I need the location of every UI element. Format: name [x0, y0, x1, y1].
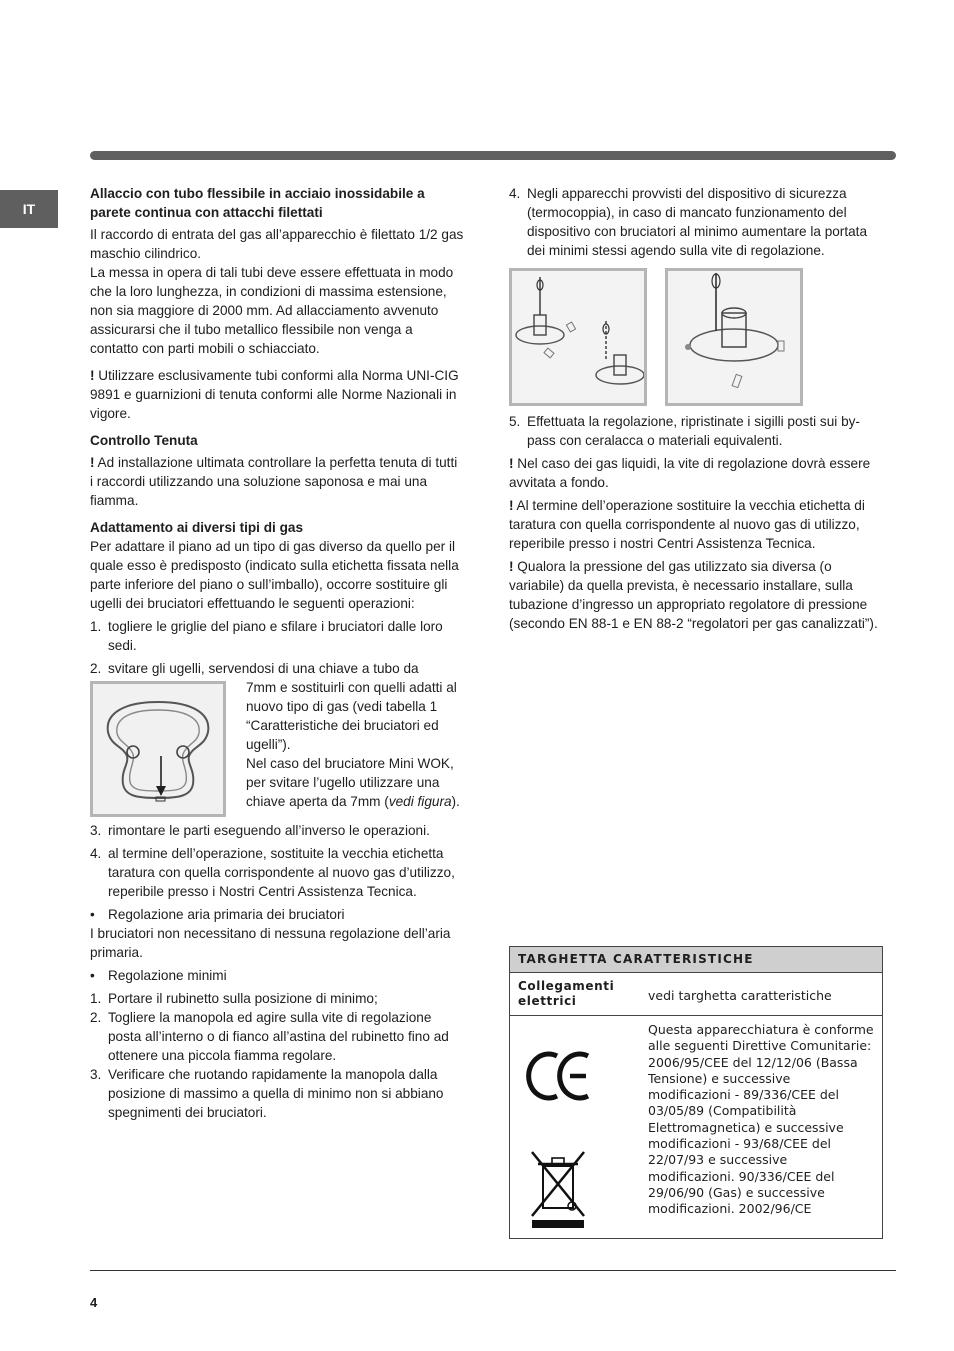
- bullet-mark: •: [90, 968, 95, 983]
- list-text: Effettuata la regolazione, ripristinate i sigilli posti sui by-pass con ceralacca o materiali equivalenti.: [527, 414, 860, 448]
- list-item: [90, 617, 464, 655]
- bypass-figures: [509, 268, 883, 406]
- warning-text: Al termine dell’operazione sostituire la vecchia etichetta di taratura con quella corrispondente al nuovo gas di utilizzo, reperibile presso i nostri Centri Assistenza Tecnica.: [509, 498, 865, 551]
- list-number: 1.: [90, 991, 102, 1006]
- warning-note: [509, 557, 883, 633]
- list-text: Portare il rubinetto sulla posizione di minimo;: [108, 991, 378, 1006]
- warning-note: [90, 453, 464, 510]
- paragraph: Il raccordo di entrata del gas all’apparecchio è filettato 1/2 gas maschio cilindrico.: [90, 227, 464, 261]
- heading-flexible-hose: Allaccio con tubo flessibile in acciaio inossidabile a parete continua con attacchi filettati: [90, 186, 425, 220]
- table-label: Collegamenti elettrici: [518, 979, 615, 1008]
- list-text: Negli apparecchi provvisti del dispositivo di sicurezza (termocoppia), in caso di mancato funzionamento del dispositivo con bruciatori al minimo aumentare la portata dei minimi stessi agendo sulla vite di regolazione.: [527, 186, 868, 258]
- list-item: [509, 412, 883, 450]
- ce-mark-icon: [529, 1054, 588, 1098]
- list-item: [90, 659, 464, 678]
- bullet-item: [90, 905, 464, 924]
- paragraph: Per adattare il piano ad un tipo di gas diverso da quello per il quale esso è predisposto (indicato sulla etichetta fissata nella parte inferiore del piano o sull’imballo), occorre sostituire gli ugelli dei bruciatori effettuando le seguenti operazioni:: [90, 539, 459, 611]
- list-text-continued: [246, 754, 464, 811]
- tap-screw-closeup-illustration: [668, 271, 800, 403]
- text-span: Nel caso del bruciatore Mini WOK, per svitare l’ugello utilizzare una chiave aperta da 7mm (: [246, 756, 454, 809]
- list-number: 4.: [509, 186, 521, 201]
- list-item: [90, 844, 464, 901]
- wok-burner-illustration: [93, 684, 223, 814]
- language-label: IT: [22, 200, 36, 217]
- list-number: 3.: [90, 1067, 102, 1082]
- paragraph: I bruciatori non necessitano di nessuna regolazione dell’aria primaria.: [90, 926, 451, 960]
- list-text: rimontare le parti eseguendo all’inverso le operazioni.: [108, 823, 430, 838]
- list-number: 1.: [90, 619, 102, 634]
- table-row: [510, 1016, 882, 1238]
- table-row: [510, 973, 882, 1016]
- list-item: [90, 989, 464, 1008]
- warning-mark: !: [90, 455, 95, 470]
- heading-leak-test: Controllo Tenuta: [90, 433, 198, 448]
- wok-figure-caption: [236, 678, 464, 817]
- weee-bin-icon: [532, 1152, 584, 1228]
- paragraph: La messa in opera di tali tubi deve essere effettuata in modo che la loro lunghezza, in condizioni di massima estensione, non sia maggiore di 2000 mm. Ad allacciamento avvenuto assicurarsi che il tubo metallico flessibile non venga a contatto con parti mobili o schiacciato.: [90, 265, 454, 356]
- bottom-rule: [90, 1270, 896, 1271]
- top-rule: [90, 151, 896, 160]
- ce-and-weee-icons: [510, 1016, 640, 1234]
- list-number: 4.: [90, 846, 102, 861]
- warning-mark: !: [509, 456, 514, 471]
- bullet-mark: •: [90, 907, 95, 922]
- warning-note: [90, 366, 464, 423]
- bullet-text: Regolazione minimi: [108, 968, 227, 983]
- list-text: al termine dell’operazione, sostituite la vecchia etichetta taratura con quella corrispondente al nuovo gas d’utilizzo, reperibile presso i Nostri Centri Assistenza Tecnica.: [108, 846, 455, 899]
- list-number: 5.: [509, 414, 521, 429]
- warning-note: [509, 496, 883, 553]
- list-text: togliere le griglie del piano e sfilare i bruciatori dalle loro sedi.: [108, 619, 443, 653]
- table-title: TARGHETTA CARATTERISTICHE: [510, 947, 882, 973]
- wok-burner-figure: [90, 681, 226, 817]
- warning-mark: !: [509, 498, 514, 513]
- list-item: [90, 1008, 464, 1065]
- list-item: [90, 821, 464, 840]
- warning-note: [509, 454, 883, 492]
- tap-screw-illustration: [512, 271, 644, 403]
- warning-mark: !: [90, 368, 95, 383]
- table-value-text: vedi targhetta caratteristiche: [648, 987, 832, 1003]
- list-number: 3.: [90, 823, 102, 838]
- list-text: Togliere la manopola ed agire sulla vite di regolazione posta all’interno o di fianco all’astina del rubinetto fino ad ottenere una piccola fiamma regolare.: [108, 1010, 449, 1063]
- table-value: Questa apparecchiatura è conforme alle seguenti Direttive Comunitarie: 2006/95/CEE del 12/12/06 (Bassa Tensione) e successive modificazioni - 89/336/CEE del 03/05/89 (Compatibilità Elettromagnetica) e successive modificazioni - 93/68/CEE del 22/07/93 e successive modificazioni. 90/336/CEE del 29/06/90 (Gas) e successive modificazioni. 2002/96/CE: [648, 1022, 874, 1217]
- list-item: [90, 1065, 464, 1122]
- bypass-screw-figure-b: [665, 268, 803, 406]
- warning-text: Nel caso dei gas liquidi, la vite di regolazione dovrà essere avvitata a fondo.: [509, 456, 871, 490]
- list-number: 2.: [90, 1010, 102, 1025]
- heading-gas-adaptation: Adattamento ai diversi tipi di gas: [90, 520, 304, 535]
- rating-plate-table: [509, 946, 883, 1239]
- text-span: ).: [451, 794, 460, 809]
- warning-text: Ad installazione ultimata controllare la perfetta tenuta di tutti i raccordi utilizzando una soluzione saponosa e mai una fiamma.: [90, 455, 458, 508]
- language-tab: [0, 190, 58, 228]
- list-text: Verificare che ruotando rapidamente la manopola dalla posizione di massimo a quella di minimo non si abbiano spegnimenti dei bruciatori.: [108, 1067, 444, 1120]
- right-column: [509, 184, 883, 637]
- list-number: 2.: [90, 661, 102, 676]
- bypass-screw-figure-a: [509, 268, 647, 406]
- warning-text: Qualora la pressione del gas utilizzato sia diversa (o variabile) da quella prevista, è necessario installare, sulla tubazione d’ingresso un appropriato regolatore di pressione (secondo EN 88-1 e EN 88-2 “regolatori per gas canalizzati”).: [509, 559, 878, 631]
- table-value: [640, 973, 882, 1015]
- list-text-continued: 7mm e sostituirli con quelli adatti al nuovo tipo di gas (vedi tabella 1 “Caratteristiche dei bruciatori ed ugelli”).: [246, 680, 457, 752]
- list-text: svitare gli ugelli, servendosi di una chiave a tubo da: [108, 661, 419, 676]
- certification-icons: [510, 1016, 640, 1238]
- left-column: [90, 184, 464, 1122]
- italic-reference: vedi figura: [388, 794, 452, 809]
- list-item: [509, 184, 883, 260]
- wok-figure-row: [90, 678, 464, 817]
- bullet-item: [90, 966, 464, 985]
- bullet-text: Regolazione aria primaria dei bruciatori: [108, 907, 345, 922]
- page-number: 4: [90, 1295, 98, 1310]
- warning-text: Utilizzare esclusivamente tubi conformi alla Norma UNI-CIG 9891 e guarnizioni di tenuta conformi alle Norme Nazionali in vigore.: [90, 368, 459, 421]
- warning-mark: !: [509, 559, 514, 574]
